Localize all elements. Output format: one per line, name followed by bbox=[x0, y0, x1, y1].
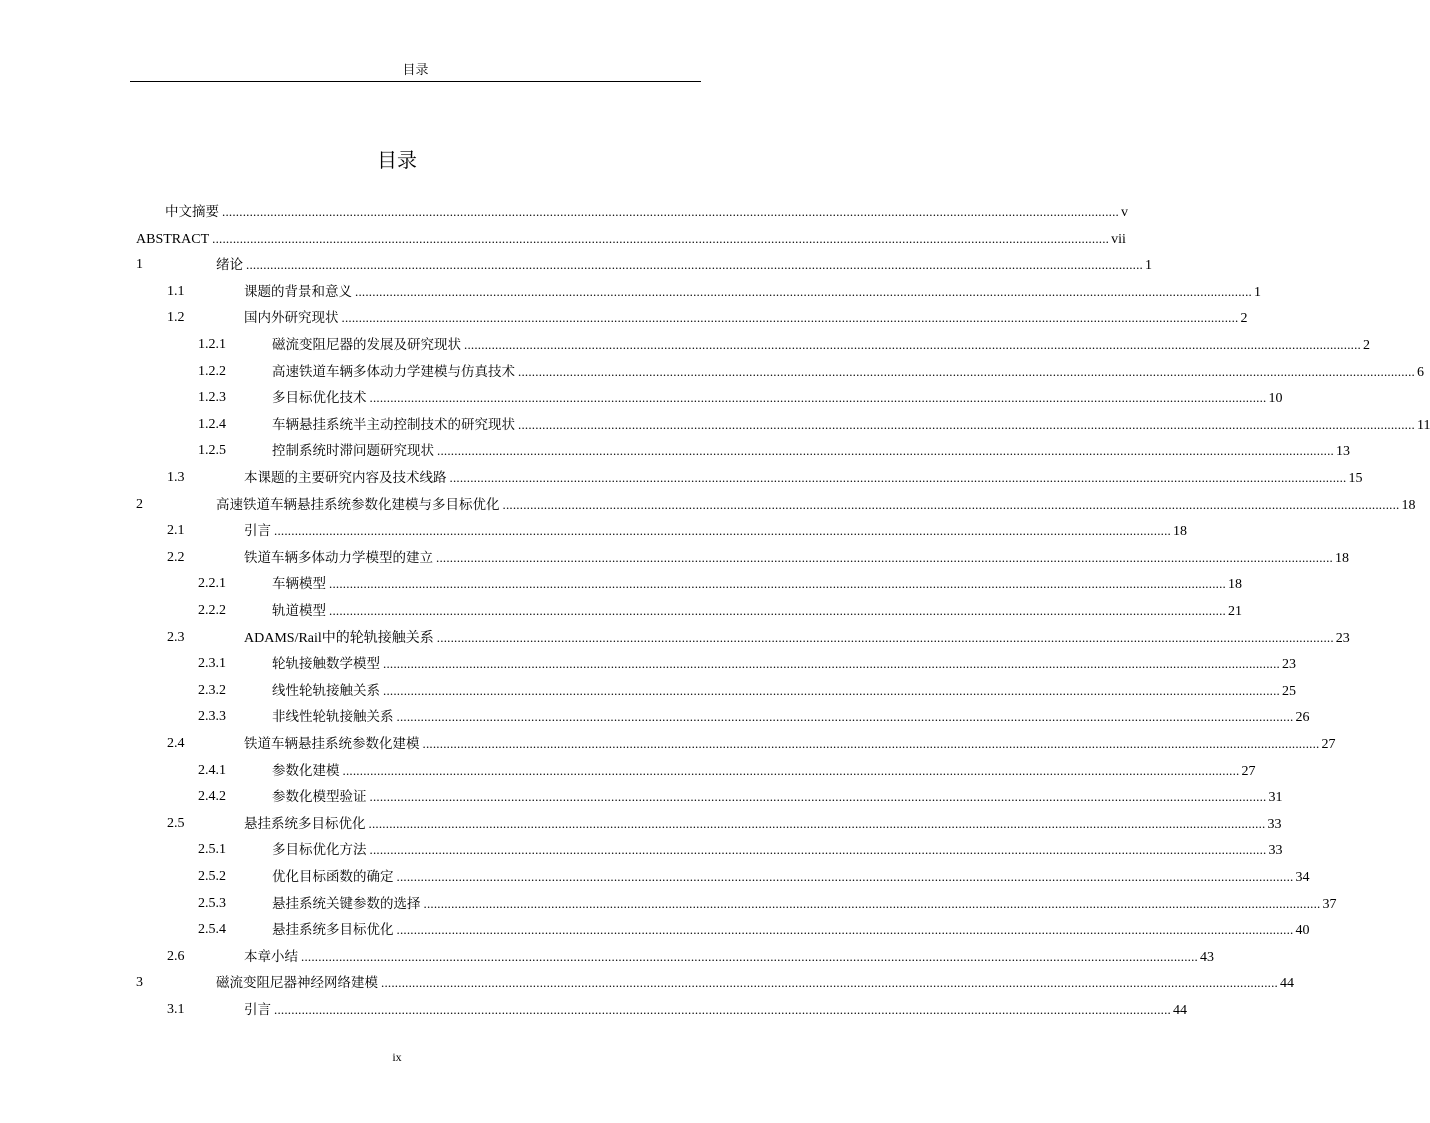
toc-leader-dots: .................................................................................................................................................................................................................................................................... bbox=[369, 390, 1267, 406]
toc-entry[interactable] bbox=[0, 626, 1350, 650]
toc-entry-page: 33 bbox=[1268, 843, 1283, 859]
toc-entry-title: 高速铁道车辆悬挂系统参数化建模与多目标优化 bbox=[216, 493, 503, 517]
toc-leader-dots: .................................................................................................................................................................................................................................................................... bbox=[341, 310, 1239, 326]
toc-entry-page: 31 bbox=[1268, 790, 1283, 806]
toc-entry-page: 1 bbox=[1254, 284, 1261, 300]
toc-entry-number: 1.2.1 bbox=[198, 337, 226, 352]
toc-entry-title: 本章小结 bbox=[244, 945, 301, 969]
toc-entry-number: 2 bbox=[136, 496, 143, 512]
toc-entry-number: 2.3.2 bbox=[198, 682, 226, 698]
toc-leader-dots: .................................................................................................................................................................................................................................................................... bbox=[518, 363, 1415, 379]
toc-entry-page: 18 bbox=[1335, 550, 1349, 566]
toc-leader-dots: .................................................................................................................................................................................................................................................................... bbox=[274, 1002, 1171, 1017]
toc-entry-title: 铁道车辆悬挂系统参数化建模 bbox=[244, 732, 423, 756]
toc-entry-number: 2.4 bbox=[167, 736, 185, 751]
toc-entry[interactable] bbox=[0, 333, 1370, 357]
toc-entry[interactable] bbox=[0, 200, 1128, 224]
toc-entry-title: 中文摘要 bbox=[165, 200, 222, 224]
toc-entry-title: 悬挂系统关键参数的选择 bbox=[272, 892, 424, 916]
toc-entry-title: 课题的背景和意义 bbox=[244, 280, 355, 304]
header-rule bbox=[130, 81, 701, 82]
toc-entry-page: 18 bbox=[1401, 497, 1416, 513]
toc-entry-page: 11 bbox=[1417, 417, 1430, 433]
toc-entry-title: 悬挂系统多目标优化 bbox=[272, 918, 397, 942]
toc-entry-title: 非线性轮轨接触关系 bbox=[272, 705, 397, 729]
toc-entry-page: 33 bbox=[1267, 816, 1282, 832]
toc-entry-number: 1.3 bbox=[167, 470, 185, 485]
toc-entry-title: 轨道模型 bbox=[272, 599, 329, 623]
toc-entry[interactable] bbox=[0, 945, 1214, 969]
toc-entry-page: 1 bbox=[1145, 258, 1152, 274]
toc-entry-number: 1 bbox=[136, 257, 143, 273]
toc-entry-number: 2.5.4 bbox=[198, 922, 226, 938]
toc-entry-title: 车辆模型 bbox=[272, 572, 329, 596]
toc-leader-dots: .................................................................................................................................................................................................................................................................... bbox=[518, 416, 1415, 432]
toc-entry-page: vii bbox=[1111, 231, 1126, 247]
toc-leader-dots: .................................................................................................................................................................................................................................................................... bbox=[212, 230, 1110, 246]
toc-entry-title: 引言 bbox=[244, 998, 274, 1022]
toc-entry-title: 磁流变阻尼器的发展及研究现状 bbox=[272, 333, 464, 357]
toc-entry[interactable] bbox=[0, 546, 1349, 570]
toc-entry-number: 2.6 bbox=[167, 948, 185, 964]
toc-entry-number: 1.1 bbox=[167, 283, 185, 299]
toc-entry-page: v bbox=[1121, 205, 1128, 220]
toc-entry-page: 6 bbox=[1417, 364, 1424, 380]
toc-entry[interactable] bbox=[0, 227, 1126, 251]
page-number: ix bbox=[392, 1050, 402, 1064]
toc-entry[interactable] bbox=[0, 253, 1152, 277]
toc-title: 目录 bbox=[377, 148, 417, 172]
toc-entry-number: 2.5.2 bbox=[198, 869, 226, 884]
toc-entry-number: 2.4.2 bbox=[198, 789, 226, 805]
toc-entry-number: 2.3.1 bbox=[198, 656, 226, 672]
toc-entry-page: 21 bbox=[1228, 604, 1242, 619]
toc-entry[interactable] bbox=[0, 865, 1310, 889]
toc-entry-number: 3 bbox=[136, 975, 143, 991]
toc-entry-number: 2.1 bbox=[167, 523, 185, 539]
toc-entry[interactable] bbox=[0, 998, 1187, 1022]
toc-leader-dots: .................................................................................................................................................................................................................................................................... bbox=[436, 629, 1334, 645]
toc-entry-number: 1.2 bbox=[167, 310, 185, 326]
toc-entry-page: 44 bbox=[1280, 976, 1294, 992]
toc-leader-dots: .................................................................................................................................................................................................................................................................... bbox=[396, 869, 1294, 884]
toc-entry-number: 2.5.1 bbox=[198, 842, 226, 858]
toc-entry-page: 27 bbox=[1241, 763, 1256, 779]
toc-entry-page: 34 bbox=[1295, 870, 1310, 885]
toc-entry[interactable] bbox=[0, 918, 1310, 942]
toc-entry-title: 优化目标函数的确定 bbox=[272, 865, 397, 889]
toc-entry[interactable] bbox=[0, 679, 1296, 703]
toc-entry-number: 1.2.5 bbox=[198, 443, 226, 459]
toc-leader-dots: .................................................................................................................................................................................................................................................................... bbox=[423, 895, 1321, 911]
toc-entry-number: 3.1 bbox=[167, 1002, 185, 1017]
toc-entry-title: ABSTRACT bbox=[136, 228, 212, 252]
toc-entry-page: 25 bbox=[1282, 683, 1296, 699]
toc-entry[interactable] bbox=[0, 732, 1336, 756]
toc-entry-number: 2.3 bbox=[167, 629, 185, 645]
toc-leader-dots: .................................................................................................................................................................................................................................................................... bbox=[437, 443, 1334, 459]
toc-entry-number: 1.2.4 bbox=[198, 416, 226, 432]
toc-entry-page: 23 bbox=[1282, 657, 1296, 673]
toc-leader-dots: .................................................................................................................................................................................................................................................................... bbox=[449, 470, 1347, 485]
toc-entry-title: 多目标优化技术 bbox=[272, 386, 370, 410]
toc-leader-dots: .................................................................................................................................................................................................................................................................... bbox=[436, 549, 1333, 565]
toc-entry-title: 车辆悬挂系统半主动控制技术的研究现状 bbox=[272, 413, 518, 437]
toc-entry-number: 2.4.1 bbox=[198, 762, 226, 778]
toc-entry[interactable] bbox=[0, 572, 1242, 596]
toc-entry[interactable] bbox=[0, 493, 1416, 517]
toc-entry-title: 多目标优化方法 bbox=[272, 838, 370, 862]
toc-entry-page: 43 bbox=[1200, 949, 1214, 965]
toc-entry-number: 2.5 bbox=[167, 815, 185, 831]
toc-entry-page: 40 bbox=[1295, 923, 1310, 939]
toc-entry[interactable] bbox=[0, 439, 1350, 463]
toc-entry[interactable] bbox=[0, 413, 1430, 437]
toc-leader-dots: .................................................................................................................................................................................................................................................................... bbox=[274, 523, 1171, 539]
toc-leader-dots: .................................................................................................................................................................................................................................................................... bbox=[342, 762, 1240, 778]
toc-entry-title: 国内外研究现状 bbox=[244, 306, 342, 330]
toc-entry-number: 2.2.1 bbox=[198, 576, 226, 592]
toc-entry[interactable] bbox=[0, 599, 1242, 623]
toc-entry-page: 2 bbox=[1240, 311, 1248, 327]
toc-entry[interactable] bbox=[0, 466, 1363, 490]
toc-entry[interactable] bbox=[0, 838, 1283, 862]
toc-entry-number: 2.2 bbox=[167, 549, 185, 565]
toc-entry-number: 1.2.3 bbox=[198, 390, 226, 406]
toc-entry[interactable] bbox=[0, 759, 1256, 783]
toc-entry[interactable] bbox=[0, 280, 1261, 304]
toc-entry-page: 18 bbox=[1228, 577, 1242, 593]
toc-entry[interactable] bbox=[0, 360, 1424, 384]
toc-entry[interactable] bbox=[0, 652, 1296, 676]
toc-entry[interactable] bbox=[0, 306, 1248, 330]
toc-leader-dots: .................................................................................................................................................................................................................................................................... bbox=[396, 922, 1294, 938]
toc-leader-dots: .................................................................................................................................................................................................................................................................... bbox=[246, 257, 1143, 273]
toc-entry-title: 参数化建模 bbox=[272, 759, 343, 783]
toc-leader-dots: .................................................................................................................................................................................................................................................................... bbox=[369, 789, 1267, 805]
toc-entry-page: 44 bbox=[1173, 1003, 1187, 1018]
toc-entry[interactable] bbox=[0, 785, 1283, 809]
toc-entry-title: 铁道车辆多体动力学模型的建立 bbox=[244, 546, 436, 570]
toc-entry-title: 磁流变阻尼器神经网络建模 bbox=[216, 971, 381, 995]
toc-entry-page: 10 bbox=[1268, 391, 1283, 407]
toc-leader-dots: .................................................................................................................................................................................................................................................................... bbox=[222, 204, 1119, 219]
toc-entry[interactable] bbox=[0, 519, 1187, 543]
toc-entry-title: ADAMS/Rail中的轮轨接触关系 bbox=[244, 627, 437, 651]
toc-leader-dots: .................................................................................................................................................................................................................................................................... bbox=[369, 842, 1267, 858]
toc-entry-page: 13 bbox=[1336, 444, 1350, 460]
toc-entry-title: 悬挂系统多目标优化 bbox=[244, 812, 369, 836]
toc-entry-page: 18 bbox=[1173, 524, 1187, 540]
toc-entry[interactable] bbox=[0, 812, 1282, 836]
running-header: 目录 bbox=[402, 63, 429, 78]
toc-leader-dots: .................................................................................................................................................................................................................................................................... bbox=[422, 736, 1320, 751]
toc-entry-number: 2.3.3 bbox=[198, 709, 226, 725]
toc-entry-page: 23 bbox=[1335, 630, 1350, 646]
toc-entry-number: 2.5.3 bbox=[198, 895, 226, 911]
toc-entry-page: 37 bbox=[1322, 896, 1337, 912]
toc-leader-dots: .................................................................................................................................................................................................................................................................... bbox=[464, 337, 1361, 352]
toc-leader-dots: .................................................................................................................................................................................................................................................................... bbox=[355, 283, 1252, 299]
toc-entry-page: 26 bbox=[1295, 710, 1310, 726]
toc-leader-dots: .................................................................................................................................................................................................................................................................... bbox=[329, 603, 1226, 618]
toc-leader-dots: .................................................................................................................................................................................................................................................................... bbox=[301, 948, 1198, 964]
toc-leader-dots: .................................................................................................................................................................................................................................................................... bbox=[396, 709, 1294, 725]
toc-leader-dots: .................................................................................................................................................................................................................................................................... bbox=[329, 576, 1226, 592]
toc-leader-dots: .................................................................................................................................................................................................................................................................... bbox=[381, 975, 1278, 991]
toc-entry-page: 27 bbox=[1321, 737, 1336, 752]
toc-entry[interactable] bbox=[0, 892, 1337, 916]
toc-entry-number: 1.2.2 bbox=[198, 363, 226, 379]
toc-entry-number: 2.2.2 bbox=[198, 603, 226, 618]
toc-entry-title: 线性轮轨接触关系 bbox=[272, 679, 383, 703]
toc-entry-title: 本课题的主要研究内容及技术线路 bbox=[244, 466, 450, 490]
toc-entry[interactable] bbox=[0, 386, 1283, 410]
toc-entry-page: 15 bbox=[1348, 471, 1363, 486]
toc-entry-title: 轮轨接触数学模型 bbox=[272, 652, 383, 676]
toc-entry-title: 绪论 bbox=[216, 253, 246, 277]
toc-entry[interactable] bbox=[0, 971, 1294, 995]
toc-entry[interactable] bbox=[0, 705, 1310, 729]
toc-leader-dots: .................................................................................................................................................................................................................................................................... bbox=[383, 656, 1280, 672]
toc-entry-title: 控制系统时滞问题研究现状 bbox=[272, 439, 437, 463]
toc-entry-title: 高速铁道车辆多体动力学建模与仿真技术 bbox=[272, 360, 518, 384]
toc-entry-page: 2 bbox=[1363, 338, 1370, 353]
toc-leader-dots: .................................................................................................................................................................................................................................................................... bbox=[502, 496, 1400, 512]
toc-entry-title: 引言 bbox=[244, 519, 274, 543]
toc-leader-dots: .................................................................................................................................................................................................................................................................... bbox=[383, 682, 1280, 698]
toc-leader-dots: .................................................................................................................................................................................................................................................................... bbox=[368, 815, 1266, 831]
toc-entry-title: 参数化模型验证 bbox=[272, 785, 370, 809]
